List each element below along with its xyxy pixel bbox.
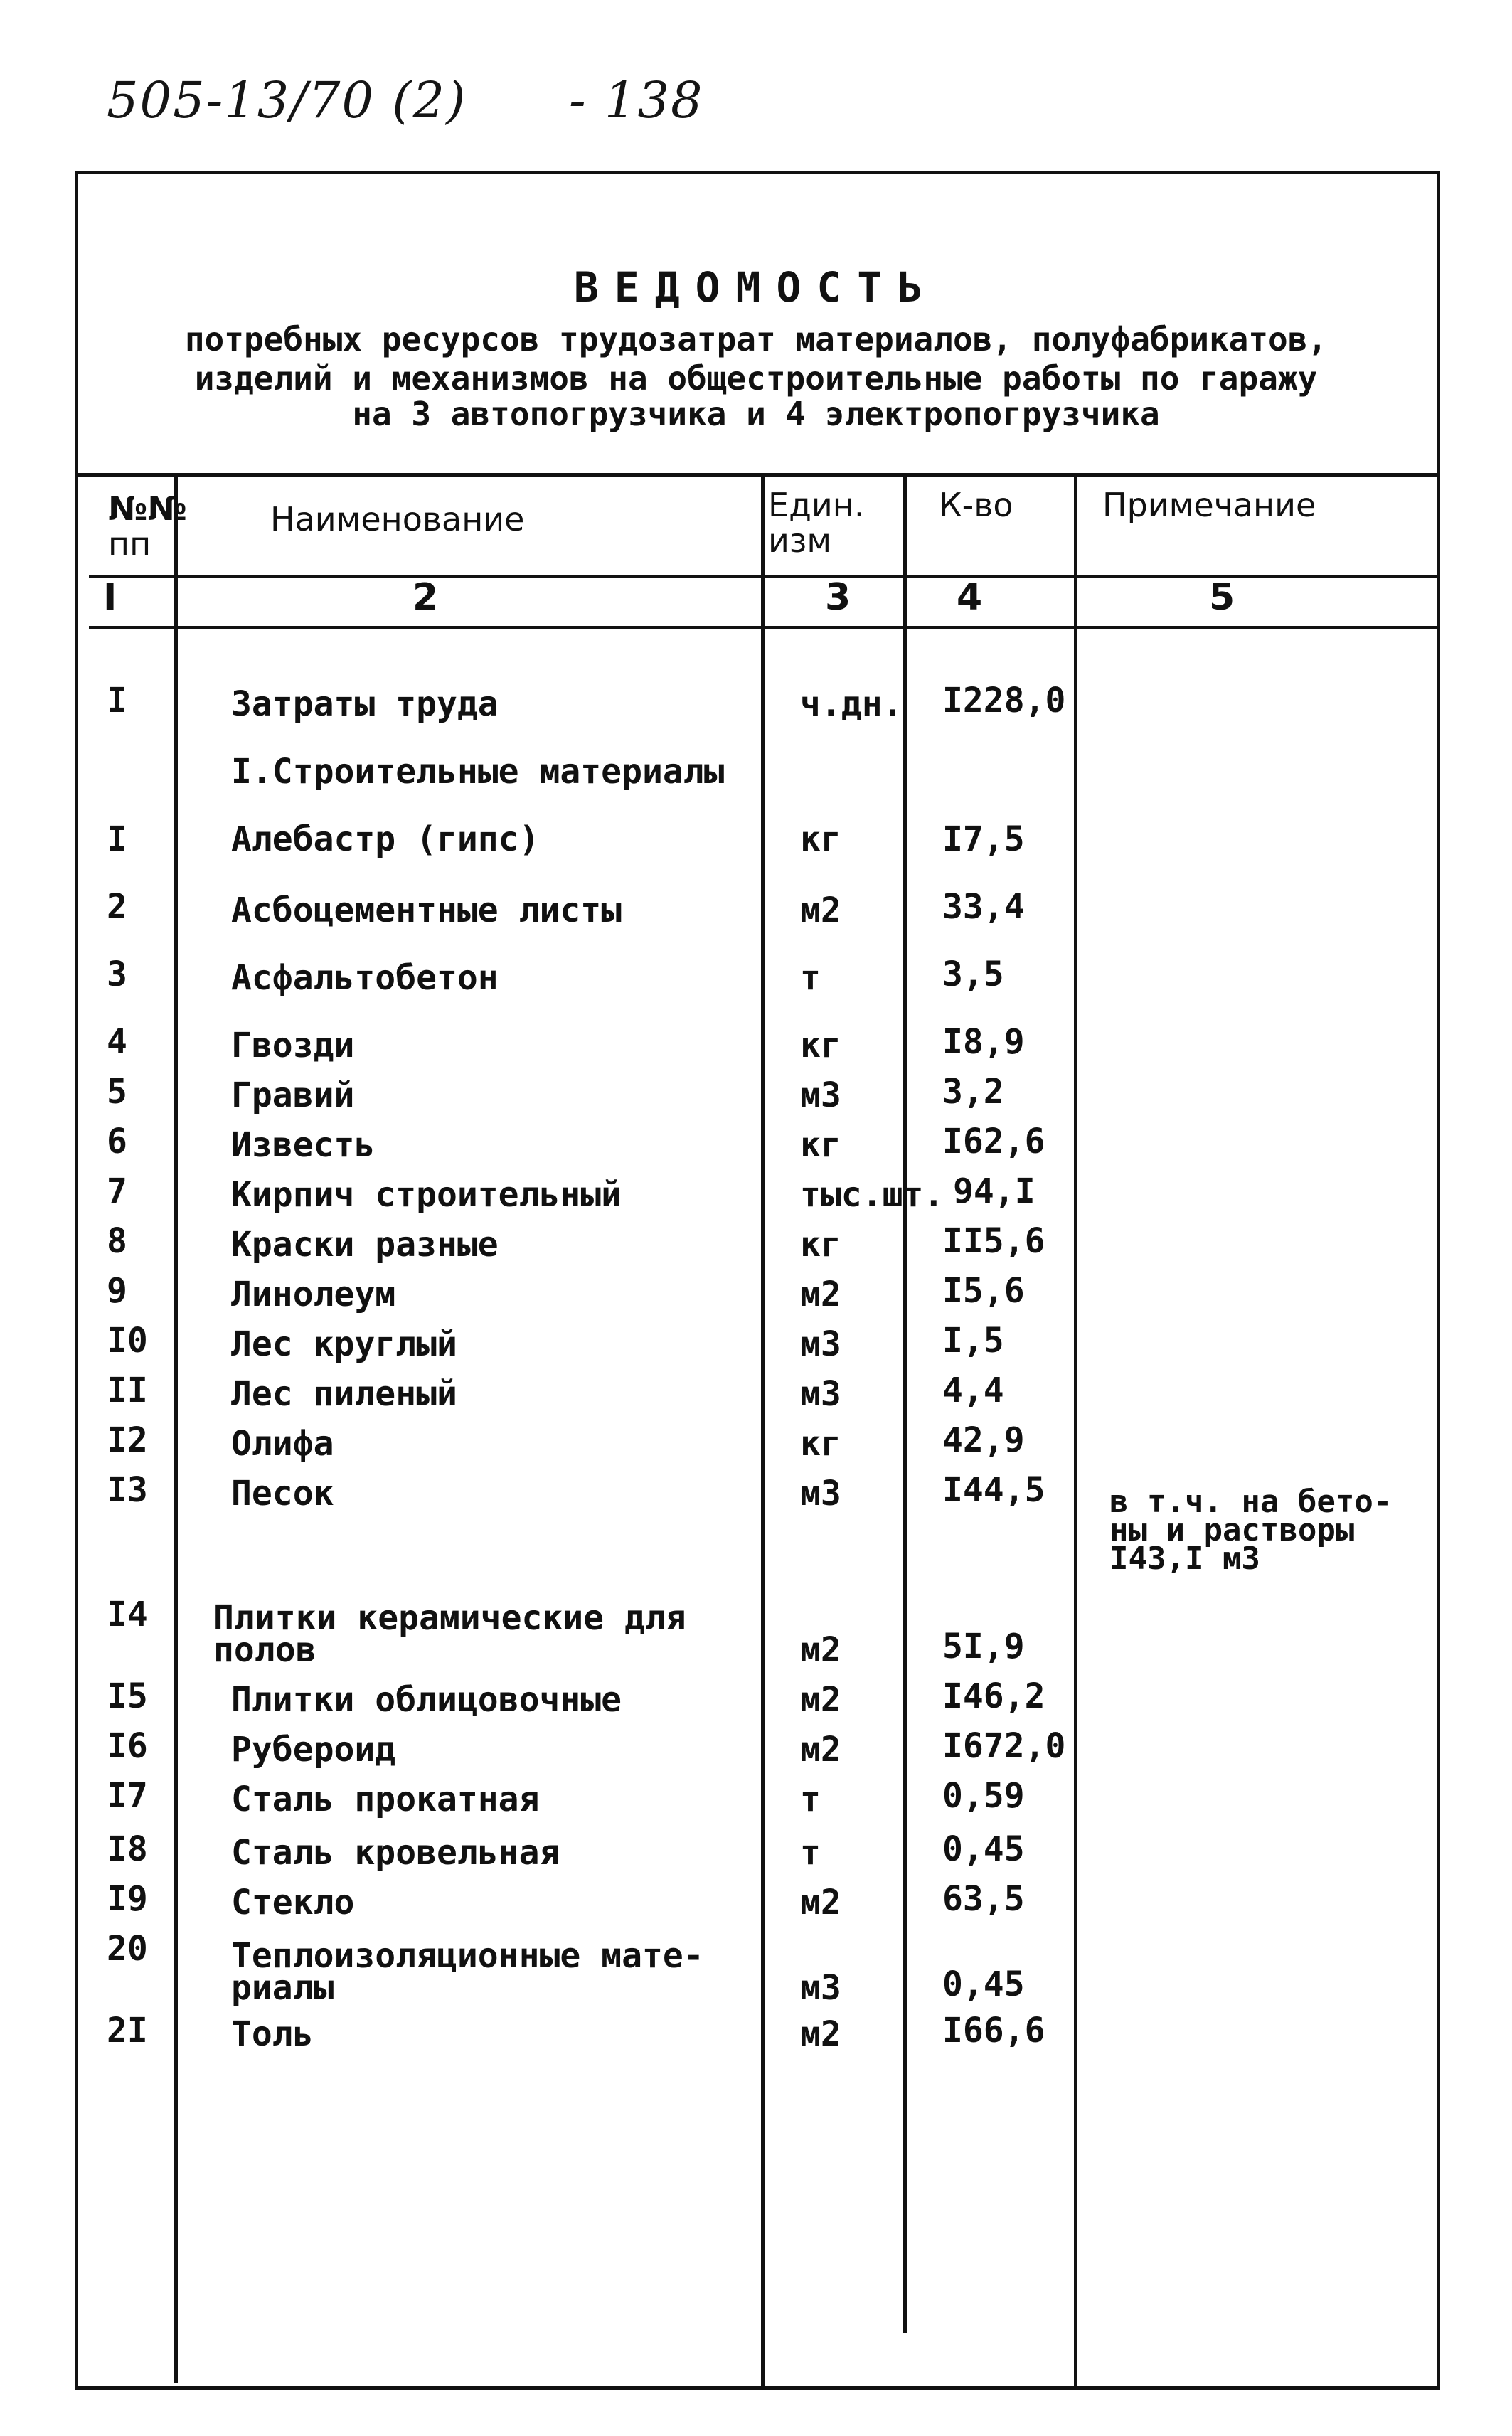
row-qty: I,5 — [942, 1321, 1004, 1361]
row-name: Песок — [231, 1474, 334, 1514]
row-unit: тыс.шт. — [800, 1175, 944, 1215]
row-unit: м2 — [800, 1630, 841, 1670]
row-num: I3 — [107, 1470, 148, 1510]
row-qty: 42,9 — [942, 1420, 1025, 1460]
row-name: Лес пиленый — [231, 1374, 457, 1414]
row-qty: 33,4 — [942, 887, 1025, 927]
row-qty: 63,5 — [942, 1879, 1025, 1919]
row-num: 9 — [107, 1271, 127, 1311]
row-unit: т — [800, 1780, 821, 1819]
row-name: Алебастр (гипс) — [231, 819, 540, 859]
row-unit: кг — [800, 1125, 841, 1165]
row-qty: I66,6 — [942, 2011, 1045, 2051]
header-unit-line-1: Един. — [768, 486, 865, 524]
row-name: Известь — [231, 1125, 376, 1165]
row-qty: 4,4 — [942, 1371, 1004, 1410]
header-unit-line-2: изм — [768, 521, 832, 560]
document-title: ВЕДОМОСТЬ — [573, 263, 939, 312]
row-num: 8 — [107, 1221, 127, 1261]
row-num: I — [107, 681, 127, 720]
row-qty: I228,0 — [942, 681, 1066, 720]
column-number-2: 2 — [412, 576, 439, 619]
row-qty: 0,59 — [942, 1776, 1025, 1816]
row-note-line-3: I43,I м3 — [1109, 1541, 1260, 1577]
row-name-line-2: полов — [213, 1630, 316, 1670]
row-unit: кг — [800, 819, 841, 859]
handwritten-document-code: 505-13/70 (2) — [107, 71, 467, 129]
row-name-line-1: Теплоизоляционные мате- — [231, 1936, 704, 1976]
row-num: I6 — [107, 1726, 148, 1766]
row-qty: 3,5 — [942, 954, 1004, 994]
row-unit: кг — [800, 1225, 841, 1265]
row-name: Гравий — [231, 1075, 355, 1115]
row-num: 4 — [107, 1022, 127, 1062]
row-num: 2 — [107, 887, 127, 927]
row-name-line-1: Плитки керамические для — [213, 1598, 686, 1638]
column-number-1: I — [103, 576, 117, 619]
row-name: Лес круглый — [231, 1324, 457, 1364]
row-name: Толь — [231, 2014, 314, 2054]
section-heading: I.Строительные материалы — [231, 752, 725, 792]
row-unit: м3 — [800, 1474, 841, 1514]
header-num-line-2: пп — [108, 525, 151, 563]
row-name: Затраты труда — [231, 684, 499, 724]
row-num: I7 — [107, 1776, 148, 1816]
row-num: 2I — [107, 2011, 148, 2051]
row-qty: 3,2 — [942, 1072, 1004, 1112]
row-name: Краски разные — [231, 1225, 499, 1265]
row-name: Олифа — [231, 1424, 334, 1464]
row-name: Асфальтобетон — [231, 958, 499, 998]
row-name: Асбоцементные листы — [231, 890, 622, 930]
row-num: 20 — [107, 1929, 148, 1969]
header-note: Примечание — [1102, 486, 1316, 524]
column-divider-qty — [1074, 477, 1077, 2390]
row-unit: м2 — [800, 890, 841, 930]
row-num: I — [107, 819, 127, 859]
column-number-4: 4 — [957, 576, 983, 619]
column-number-3: 3 — [825, 576, 851, 619]
row-name: Кирпич строительный — [231, 1175, 622, 1215]
row-num: 5 — [107, 1072, 127, 1112]
row-unit: т — [800, 1833, 821, 1873]
handwritten-page-number: - 138 — [569, 71, 704, 129]
row-qty: I62,6 — [942, 1122, 1045, 1161]
row-unit: м2 — [800, 1680, 841, 1720]
row-qty: I8,9 — [942, 1022, 1025, 1062]
row-name: Гвозди — [231, 1026, 355, 1065]
header-num-line-1: №№ — [108, 489, 187, 528]
row-num: I0 — [107, 1321, 148, 1361]
row-unit: ч.дн. — [800, 684, 903, 724]
row-num: 3 — [107, 954, 127, 994]
column-number-5: 5 — [1209, 576, 1235, 619]
row-unit: кг — [800, 1026, 841, 1065]
row-name: Стекло — [231, 1883, 355, 1922]
row-qty: I46,2 — [942, 1676, 1045, 1716]
row-name: Сталь прокатная — [231, 1780, 540, 1819]
row-num: II — [107, 1371, 148, 1410]
column-divider-name — [761, 477, 765, 2390]
row-qty: 94,I — [953, 1171, 1035, 1211]
row-name: Линолеум — [231, 1275, 396, 1314]
row-unit: кг — [800, 1424, 841, 1464]
subtitle-line-2: изделий и механизмов на общестроительные работы по гаражу — [194, 359, 1318, 398]
row-num: I5 — [107, 1676, 148, 1716]
row-qty: 5I,9 — [942, 1627, 1025, 1666]
subtitle-line-3: на 3 автопогрузчика и 4 электропогрузчика — [352, 395, 1160, 433]
row-unit: м3 — [800, 1374, 841, 1414]
subtitle-line-1: потребных ресурсов трудозатрат материалов, полуфабрикатов, — [184, 320, 1328, 358]
row-unit: м3 — [800, 1324, 841, 1364]
row-num: 7 — [107, 1171, 127, 1211]
column-divider-unit — [903, 477, 907, 2333]
row-num: I9 — [107, 1879, 148, 1919]
row-note-line-1: в т.ч. на бето- — [1109, 1484, 1393, 1520]
row-name: Плитки облицовочные — [231, 1680, 622, 1720]
row-note-line-2: ны и растворы — [1109, 1512, 1355, 1548]
row-unit: м2 — [800, 2014, 841, 2054]
row-num: I4 — [107, 1595, 148, 1634]
row-name: Сталь кровельная — [231, 1833, 560, 1873]
row-qty: I44,5 — [942, 1470, 1045, 1510]
table-top-rule — [75, 473, 1440, 477]
row-qty: 0,45 — [942, 1829, 1025, 1869]
row-qty: II5,6 — [942, 1221, 1045, 1261]
row-unit: м3 — [800, 1075, 841, 1115]
row-num: I8 — [107, 1829, 148, 1869]
row-unit: т — [800, 958, 821, 998]
column-divider-num — [174, 477, 178, 2383]
header-qty: К-во — [939, 486, 1013, 524]
row-name: Рубероид — [231, 1730, 396, 1770]
row-unit: м2 — [800, 1883, 841, 1922]
row-qty: 0,45 — [942, 1964, 1025, 2004]
row-unit: м3 — [800, 1968, 841, 2008]
row-num: 6 — [107, 1122, 127, 1161]
row-unit: м2 — [800, 1275, 841, 1314]
header-name: Наименование — [270, 500, 525, 538]
row-name-line-2: риалы — [231, 1968, 334, 2008]
row-num: I2 — [107, 1420, 148, 1460]
row-unit: м2 — [800, 1730, 841, 1770]
row-qty: I7,5 — [942, 819, 1025, 859]
row-qty: I672,0 — [942, 1726, 1066, 1766]
row-qty: I5,6 — [942, 1271, 1025, 1311]
